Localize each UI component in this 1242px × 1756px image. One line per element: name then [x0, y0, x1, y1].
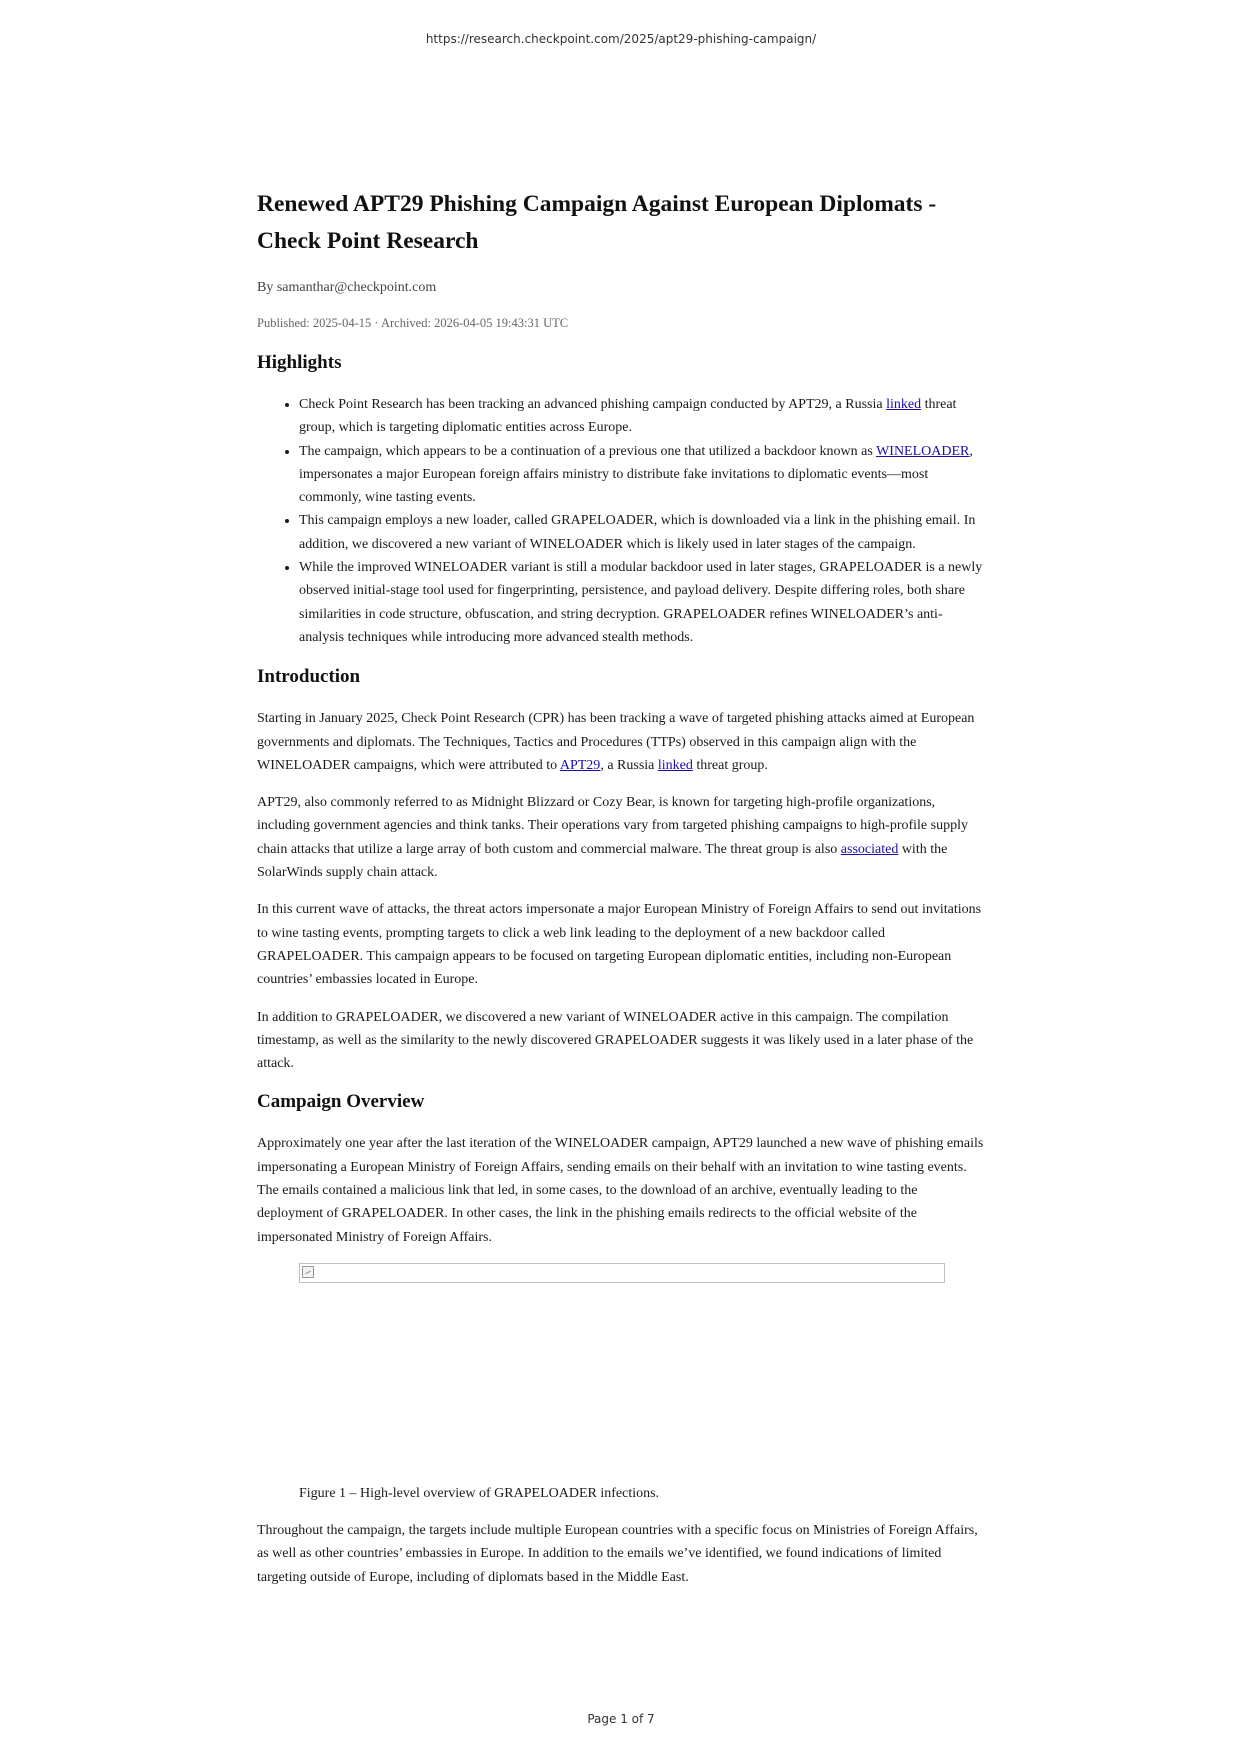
figure-image: [299, 1263, 945, 1482]
page-url-header: https://research.checkpoint.com/2025/apt29-phishing-campaign/: [425, 32, 817, 46]
article-byline: By samanthar@checkpoint.com: [257, 280, 437, 295]
list-item: • This campaign employs a new loader, called GRAPELOADER, which is downloaded via a link in the phishing email. In addition, we discovered a new variant of WINELOADER which is likely used in later stages of the campaign.: [299, 509, 987, 556]
intro-paragraph-3: In this current wave of attacks, the threat actors impersonate a major European Ministry of Foreign Affairs to send out invitations to wine tasting events, prompting targets to click a web link leading to the deployment of a new backdoor called GRAPELOADER. This campaign appears to be focused on targeting European diplomatic entities, including non-European countries’ embassies located in Europe.: [257, 902, 982, 988]
list-item: • While the improved WINELOADER variant is still a modular backdoor used in later stages, GRAPELOADER is a newly observed initial-stage tool used for fingerprinting, persistence, and payload delivery. Despite differing roles, both share similarities in code structure, obfuscation, and string decryption. GRAPELOADER refines WINELOADER’s anti-analysis techniques while introducing more advanced stealth methods.: [299, 556, 987, 649]
list-item: [299, 440, 987, 510]
paragraph-text: APT29, also commonly referred to as Midnight Blizzard or Cozy Bear, is known for targeting high-profile organizations, including government agencies and think tanks. Their operations vary from targeted phishing campaigns to high-profile supply chain attacks that utilize a large array of both custom and commercial malware. The threat group is also: [257, 795, 968, 857]
paragraph-text: Starting in January 2025, Check Point Research (CPR) has been tracking a wave of targeted phishing attacks aimed at European governments and diplomats. The Techniques, Tactics and Procedures (TTPs) observed in this campaign align with the WINELOADER campaigns, which were attributed to: [257, 711, 975, 773]
list-item-text: threat group, which is targeting diplomatic entities across Europe.: [299, 397, 957, 436]
intro-paragraph-1: [257, 707, 987, 777]
figure-caption: Figure 1 – High-level overview of GRAPELOADER infections.: [299, 1485, 660, 1501]
overview-paragraph-1: Approximately one year after the last iteration of the WINELOADER campaign, APT29 launched a new wave of phishing emails impersonating a European Ministry of Foreign Affairs, sending emails on their behalf with an invitation to wine tasting events. The emails contained a malicious link that led, in some cases, to the download of an archive, eventually leading to the deployment of GRAPELOADER. In other cases, the link in the phishing emails redirects to the official website of the impersonated Ministry of Foreign Affairs.: [257, 1136, 984, 1245]
campaign-overview-heading: Campaign Overview: [257, 1091, 425, 1113]
list-item-text: Check Point Research has been tracking an advanced phishing campaign conducted by APT29, a Russia: [299, 397, 887, 412]
introduction-heading: Introduction: [257, 666, 361, 688]
paragraph-text: threat group.: [692, 757, 768, 773]
intro-paragraph-2: [257, 791, 987, 884]
list-item: [299, 393, 987, 440]
highlights-heading: Highlights: [257, 352, 342, 373]
figure-image-frame: [299, 1263, 945, 1283]
article-title: Renewed APT29 Phishing Campaign Against European Diplomats - Check Point Research: [257, 191, 937, 254]
paragraph-text: with the SolarWinds supply chain attack.: [257, 841, 948, 881]
highlights-list: [257, 393, 987, 649]
broken-image-icon: [302, 1266, 314, 1278]
linked-link[interactable]: linked: [886, 397, 922, 412]
page-number: Page 1 of 7: [587, 1712, 655, 1726]
figure-1: [299, 1263, 945, 1505]
paragraph-text: , a Russia: [600, 757, 658, 773]
intro-paragraph-4: In addition to GRAPELOADER, we discovered a new variant of WINELOADER active in this campaign. The compilation timestamp, as well as the similarity to the newly discovered GRAPELOADER suggests it was likely used in a later phase of the attack.: [257, 1009, 974, 1072]
associated-link[interactable]: associated: [840, 841, 899, 857]
article-content: [257, 186, 987, 1603]
list-item-text: , impersonates a major European foreign affairs ministry to distribute fake invitations to diplomatic events—most commonly, wine tasting events.: [299, 443, 973, 506]
overview-paragraph-2: Throughout the campaign, the targets include multiple European countries with a specific focus on Ministries of Foreign Affairs, as well as other countries’ embassies in Europe. In addition to the emails we’ve identified, we found indications of limited targeting outside of Europe, including of diplomats based in the Middle East.: [257, 1522, 978, 1585]
list-item-text: The campaign, which appears to be a continuation of a previous one that utilized a backdoor known as: [299, 443, 877, 459]
article-meta: Published: 2025-04-15 · Archived: 2026-04-05 19:43:31 UTC: [257, 316, 569, 330]
apt29-link[interactable]: APT29: [559, 757, 601, 773]
linked-link[interactable]: linked: [657, 757, 693, 773]
wineloader-link[interactable]: WINELOADER: [876, 443, 970, 459]
